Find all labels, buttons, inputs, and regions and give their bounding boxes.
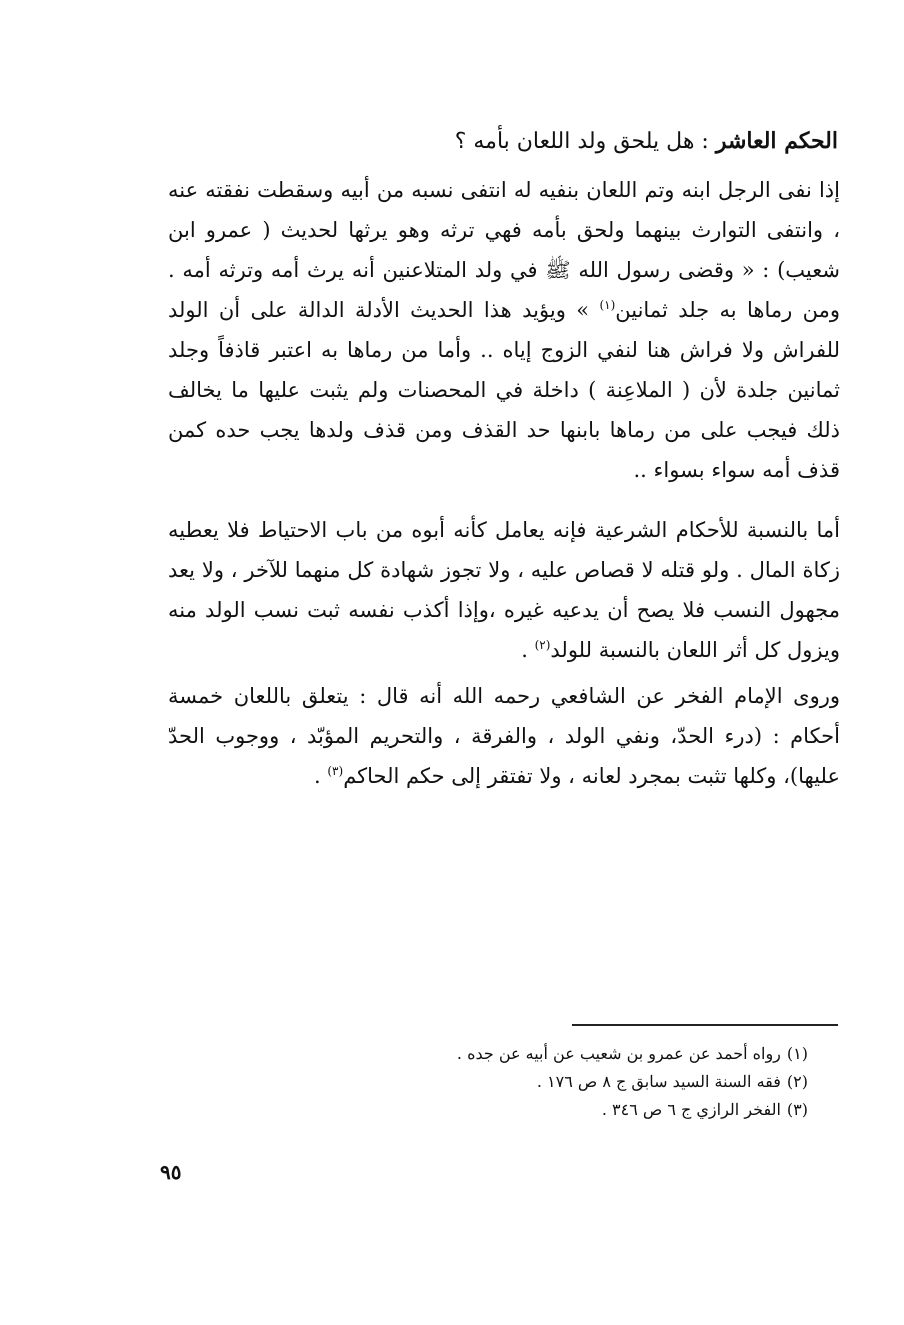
footnote-list [348, 1040, 808, 1124]
paragraph-3 [168, 676, 840, 796]
footnote-text: الفخر الرازي ج ٦ ص ٣٤٦ . [601, 1100, 781, 1119]
paragraph-text: . [314, 764, 328, 788]
section-heading [138, 126, 838, 157]
paragraph-text: » ويؤيد هذا الحديث الأدلة الدالة على أن الولد للفراش ولا فراش هنا لنفي الزوج إياه .. وأما من رماها به اعتبر قاذفاً وجلد ثمانين جلدة لأن ( الملاعِنة ) داخلة في المحصنات ولم يثبت عليها ما يخالف ذلك فيجب على من رماها بابنها حد القذف ومن قذف ولدها يجب حده كمن قذف أمه سواء بسواء .. [168, 298, 840, 482]
footnote-marker: (٢) [534, 638, 551, 652]
paragraph-2 [168, 510, 840, 670]
footnote-number: (٢) [786, 1072, 808, 1091]
paragraph-text: . [521, 638, 535, 662]
page-number: ٩٥ [160, 1160, 182, 1184]
footnote-item [348, 1040, 808, 1068]
footnote-number: (٣) [786, 1100, 808, 1119]
paragraph-text: وروى الإمام الفخر عن الشافعي رحمه الله أنه قال : يتعلق باللعان خمسة أحكام : (درء الحدّ، ونفي الولد ، والفرقة ، والتحريم المؤبّد ، ووجوب الحدّ عليها)، وكلها تثبت بمجرد لعانه ، ولا تفتقر إلى حكم الحاكم [168, 684, 840, 788]
heading-question: هل يلحق ولد اللعان بأمه ؟ [454, 129, 695, 154]
footnote-text: رواه أحمد عن عمرو بن شعيب عن أبيه عن جده . [456, 1044, 781, 1063]
footnote-marker: (١) [599, 298, 616, 312]
footnote-divider [572, 1024, 838, 1026]
footnote-marker: (٣) [327, 764, 344, 778]
paragraph-text: إذا نفى الرجل ابنه وتم اللعان بنفيه له انتفى نسبه من أبيه وسقطت نفقته عنه ، وانتفى التوارث بينهما ولحق بأمه فهي ترثه وهو يرثها لحديث ( عمرو ابن شعيب) : « وقضى رسول الله ﷺ في ولد المتلاعنين أنه يرث أمه وترثه أمه . ومن رماها به جلد ثمانين [168, 178, 841, 322]
footnote-item [348, 1068, 808, 1096]
paragraph-1 [168, 170, 840, 490]
footnote-item [348, 1096, 808, 1124]
footnote-text: فقه السنة السيد سابق ج ٨ ص ١٧٦ . [536, 1072, 781, 1091]
footnote-number: (١) [786, 1044, 808, 1063]
paragraph-text: أما بالنسبة للأحكام الشرعية فإنه يعامل كأنه أبوه من باب الاحتياط فلا يعطيه زكاة المال . ولو قتله لا قصاص عليه ، ولا تجوز شهادة كل منهما للآخر ، ولا يعد مجهول النسب فلا يصح أن يدعيه غيره ،وإذا أكذب نفسه ثبت نسب الولد منه ويزول كل أثر اللعان بالنسبة للولد [168, 518, 840, 662]
heading-label: الحكم العاشر [715, 128, 838, 154]
heading-separator: : [694, 129, 716, 154]
